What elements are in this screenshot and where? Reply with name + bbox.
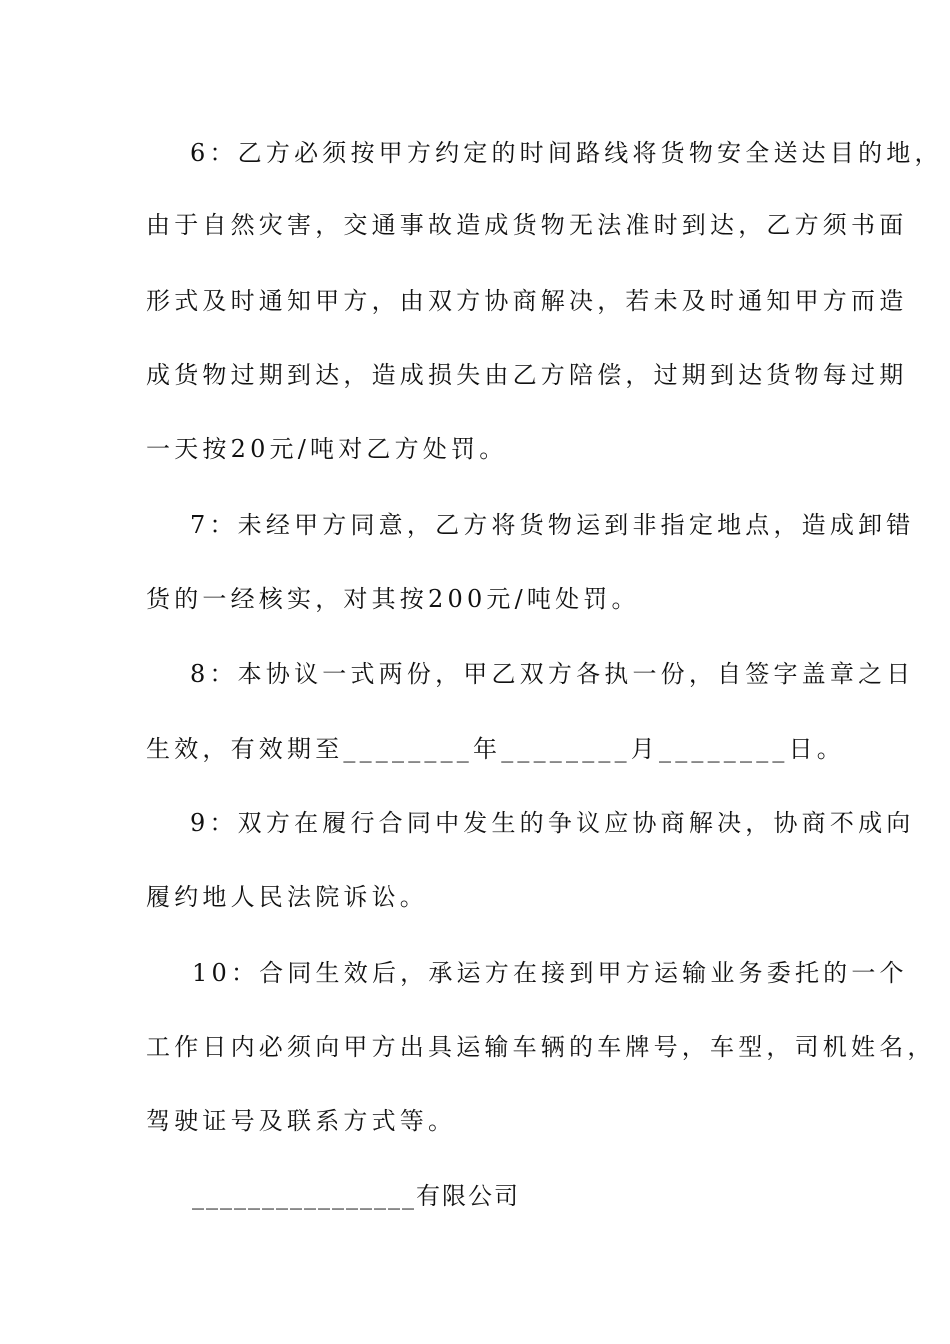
paragraph-7-line-1: 7：未经甲方同意，乙方将货物运到非指定地点，造成卸错: [190, 511, 915, 539]
paragraph-9-line-2: 履约地人民法院诉讼。: [146, 883, 428, 911]
paragraph-6-line-2: 由于自然灾害，交通事故造成货物无法准时到达，乙方须书面: [146, 211, 908, 239]
paragraph-6-line-1: 6：乙方必须按甲方约定的时间路线将货物安全送达目的地，: [190, 139, 943, 167]
paragraph-7-line-2: 货的一经核实，对其按200元/吨处罚。: [146, 585, 640, 613]
paragraph-8-line-1: 8：本协议一式两份，甲乙双方各执一份，自签字盖章之日: [190, 660, 915, 688]
paragraph-9-line-1: 9：双方在履行合同中发生的争议应协商解决，协商不成向: [190, 809, 915, 837]
paragraph-8-line-2: 生效，有效期至________年________月________日。: [146, 735, 845, 763]
paragraph-10-line-2: 工作日内必须向甲方出具运输车辆的车牌号，车型，司机姓名，: [146, 1033, 936, 1061]
paragraph-10-line-1: 10：合同生效后，承运方在接到甲方运输业务委托的一个: [192, 959, 908, 987]
paragraph-6-line-3: 形式及时通知甲方，由双方协商解决，若未及时通知甲方而造: [146, 287, 908, 315]
paragraph-10-line-3: 驾驶证号及联系方式等。: [146, 1107, 457, 1135]
paragraph-6-line-4: 成货物过期到达，造成损失由乙方陪偿，过期到达货物每过期: [146, 361, 908, 389]
company-name-line: ________________有限公司: [192, 1182, 520, 1210]
paragraph-6-line-5: 一天按20元/吨对乙方处罚。: [146, 435, 508, 463]
